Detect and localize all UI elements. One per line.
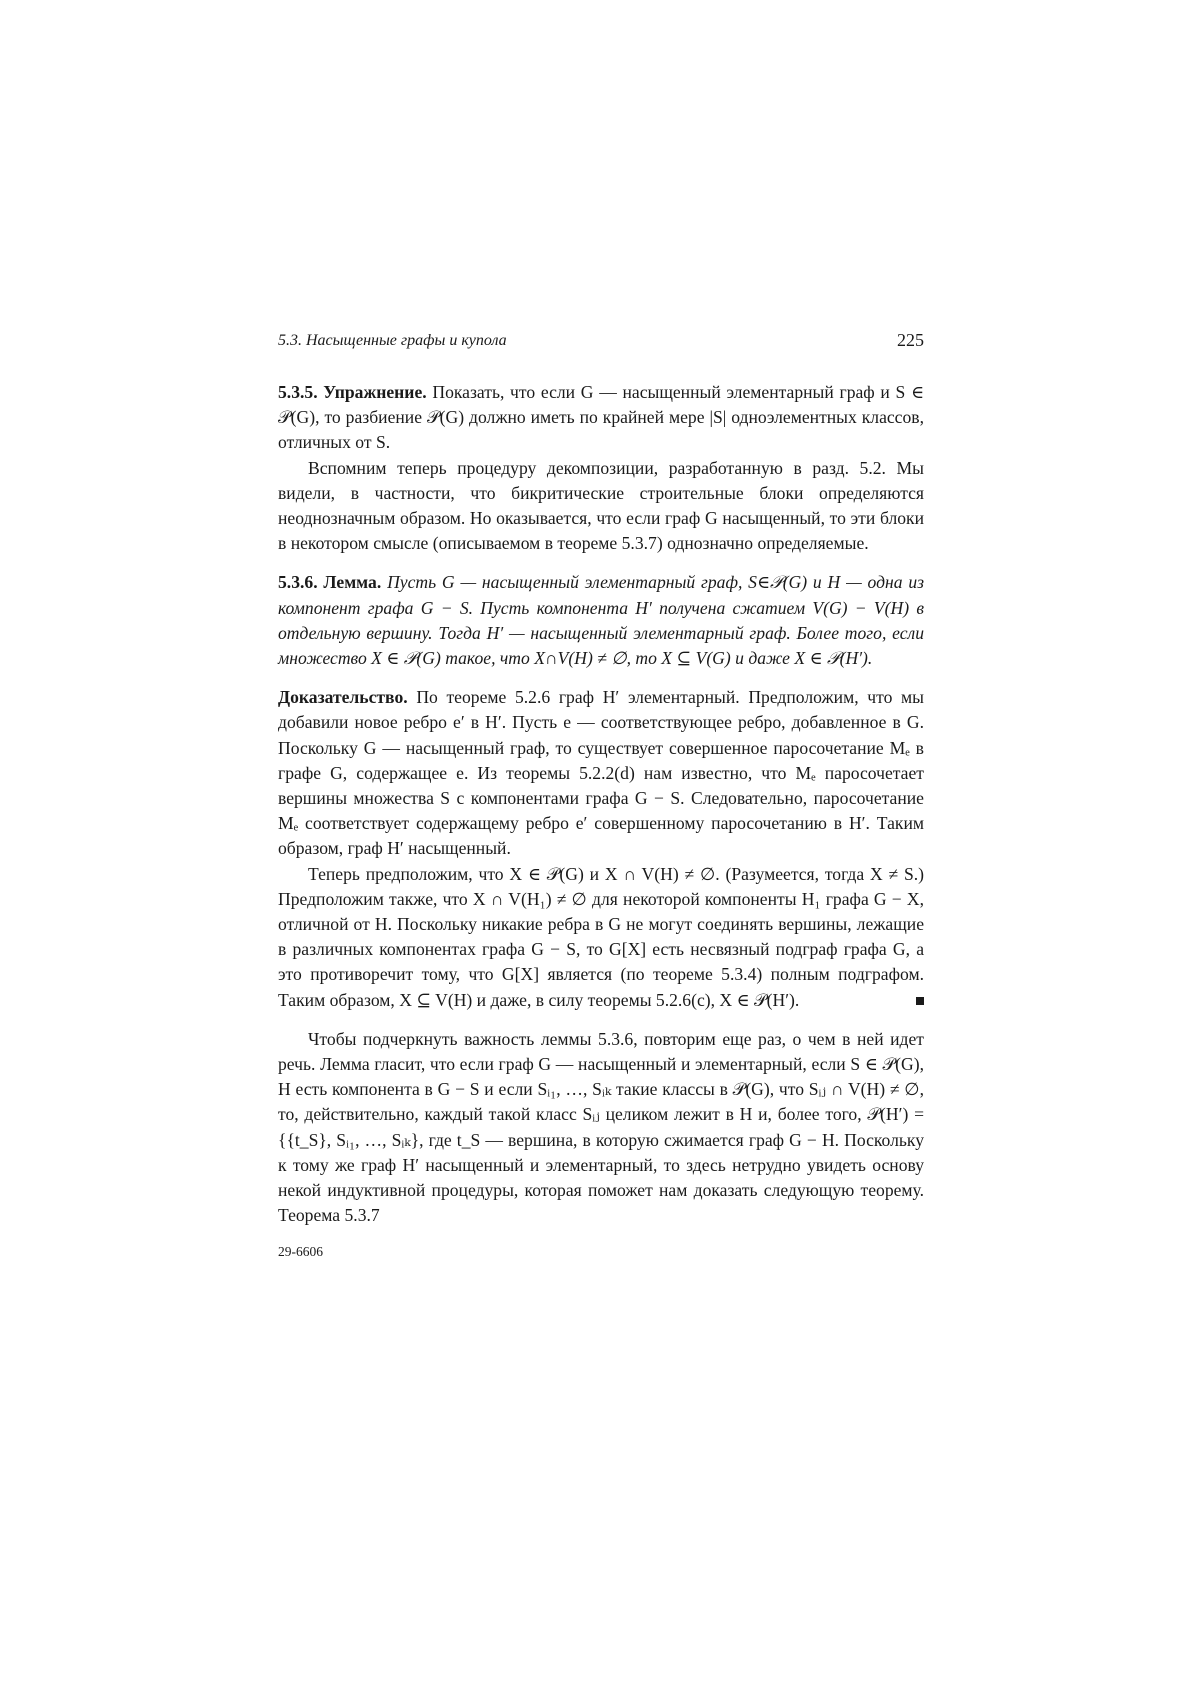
proof-paragraph-1 <box>278 685 924 861</box>
printer-signature: 29-6606 <box>278 1243 323 1259</box>
proof-label: Доказательство. <box>278 687 408 708</box>
book-page <box>278 328 924 1264</box>
paragraph-decomposition: Вспомним теперь процедуру декомпозиции, разработанную в разд. 5.2. Мы видели, в частности, что бикритические строительные блоки определяются неоднозначным образом. Но оказывается, что если граф G насыщенный, то эти блоки в некотором смысле (описываемом в теореме 5.3.7) однозначно определяемые. <box>278 457 924 554</box>
running-title: 5.3. Насыщенные графы и купола <box>278 332 507 349</box>
lemma-text: Пусть G — насыщенный элементарный граф, S∈𝒫(G) и H — одна из компонент графа G − S. Пусть компонента H′ получена сжатием V(G) − V(H) в отдельную вершину. Тогда H′ — насыщенный элементарный граф. Более того, если множество X ∈ 𝒫(G) такое, что X∩V(H) ≠ ∅, то X ⊆ V(G) и даже X ∈ 𝒫(H′). <box>278 572 924 669</box>
exercise-text: Показать, что если G — насыщенный элементарный граф и S ∈ 𝒫(G), то разбиение 𝒫(G) должно иметь по крайней мере |S| одноэлементных классов, отличных от S. <box>278 382 924 453</box>
qed-square-icon <box>916 997 924 1005</box>
paragraph-lemma-importance: Чтобы подчеркнуть важность леммы 5.3.6, повторим еще раз, о чем в ней идет речь. Лемма гласит, что если граф G — насыщенный и элементарный, если S ∈ 𝒫(G), H есть компонента в G − S и если Sᵢ₁, …, Sᵢₖ такие классы в 𝒫(G), что Sᵢⱼ ∩ V(H) ≠ ∅, то, действительно, каждый такой класс Sᵢⱼ целиком лежит в H и, более того, 𝒫(H′) = {{t_S}, Sᵢ₁, …, Sᵢₖ}, где t_S — вершина, в которую сжимается граф G − H. Поскольку к тому же граф H′ насыщенный и элементарный, то здесь нетрудно увидеть основу некой индуктивной процедуры, которая поможет нам доказать следующую теорему. Теорема 5.3.7 <box>278 1028 924 1226</box>
proof-text: По теореме 5.2.6 граф H′ элементарный. Предположим, что мы добавили новое ребро e′ в H′. Пусть e — соответствующее ребро, добавленное в G. Поскольку G — насыщенный граф, то существует совершенное паросочетание Mₑ в графе G, содержащее e. Из теоремы 5.2.2(d) нам известно, что Mₑ паросочетает вершины множества S с компонентами графа G − S. Следовательно, паросочетание Mₑ соответствует содержащему ребро e′ совершенному паросочетанию в H′. Таким образом, граф H′ насыщенный. <box>278 687 924 859</box>
proof-paragraph-2 <box>278 862 924 1013</box>
proof-text-2: Теперь предположим, что X ∈ 𝒫(G) и X ∩ V(H) ≠ ∅. (Разумеется, тогда X ≠ S.) Предположим также, что X ∩ V(H₁) ≠ ∅ для некоторой компоненты H₁ графа G − X, отличной от H. Поскольку никакие ребра в G не могут соединять вершины, лежащие в различных компонентах графа G − S, то G[X] есть несвязный подграф графа G, а это противоречит тому, что G[X] является (по теореме 5.3.4) полным подграфом. Таким образом, X ⊆ V(H) и даже, в силу теоремы 5.2.6(c), X ∈ 𝒫(H′). <box>278 863 924 1010</box>
running-head <box>278 328 924 356</box>
lemma-label: 5.3.6. Лемма. <box>278 572 382 593</box>
exercise-label: 5.3.5. Упражнение. <box>278 382 427 402</box>
page-number: 225 <box>897 330 924 350</box>
exercise-5-3-5 <box>278 380 924 456</box>
lemma-5-3-6 <box>278 570 924 671</box>
